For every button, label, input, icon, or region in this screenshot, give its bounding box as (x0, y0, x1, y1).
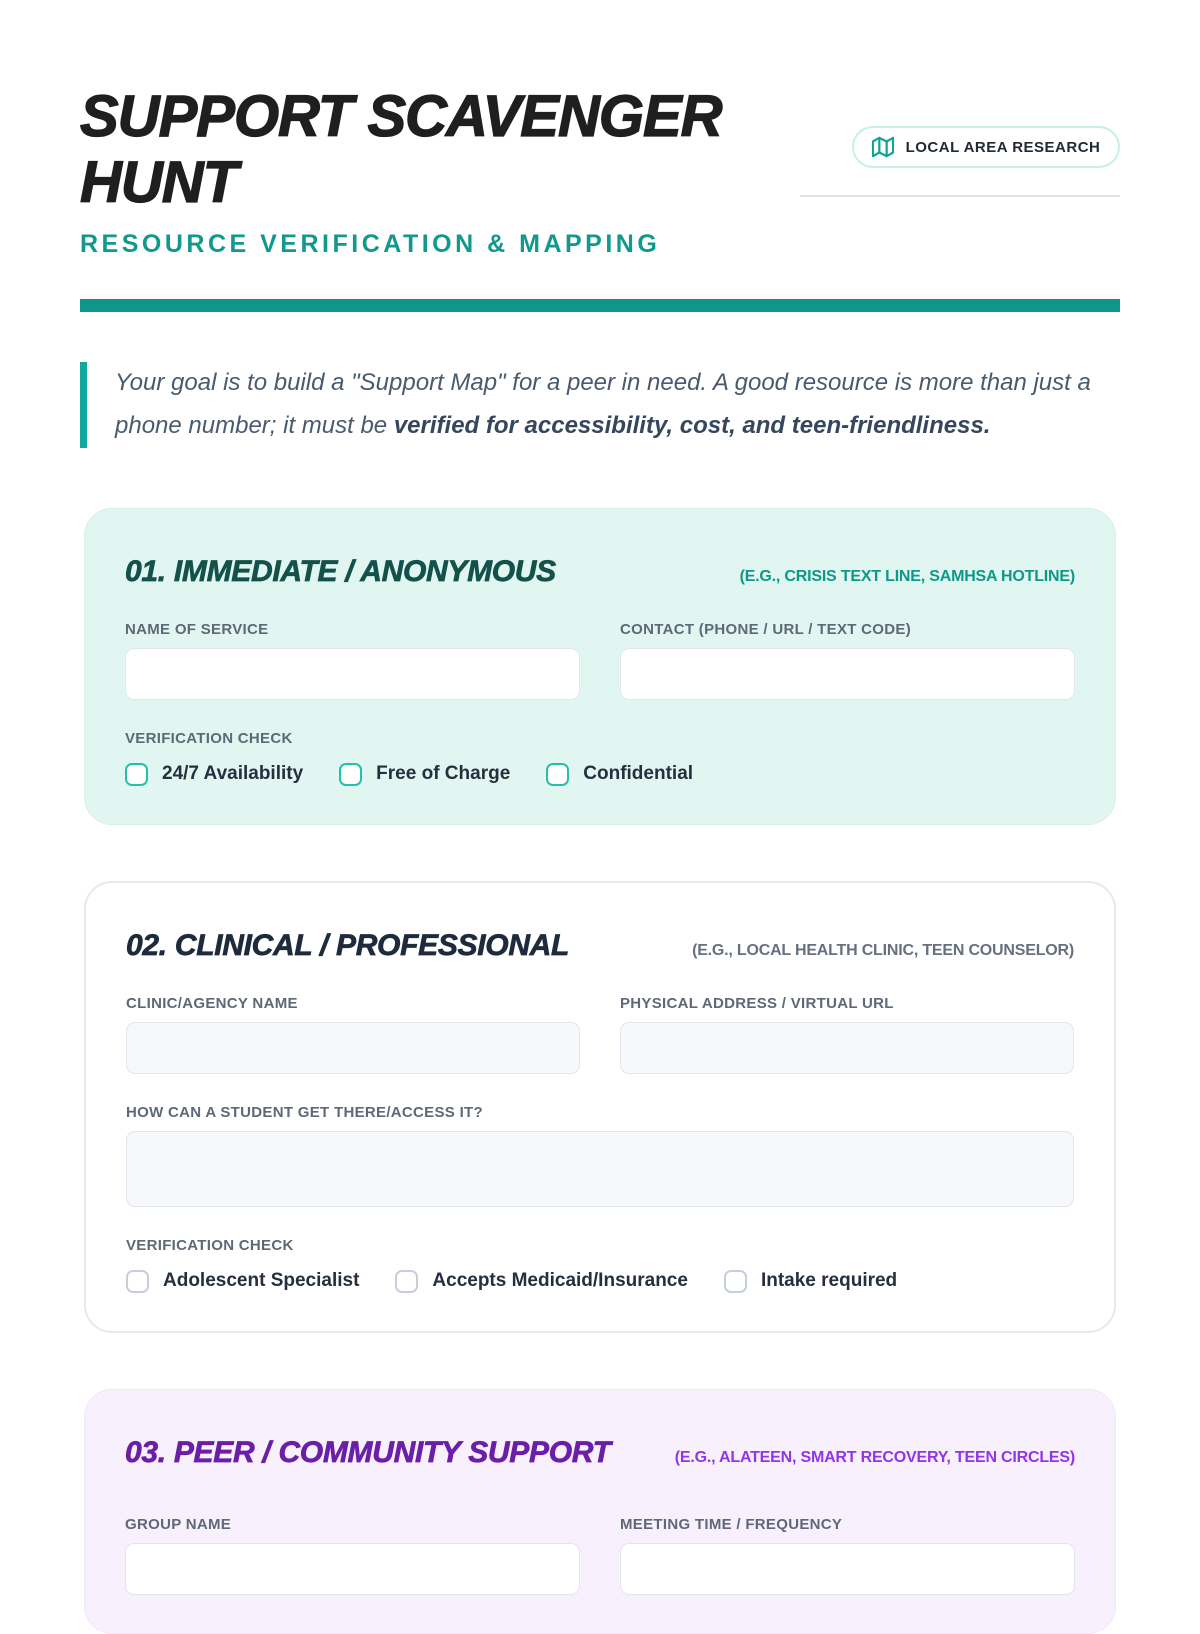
section-1-checkbox-row (125, 763, 1075, 786)
field-meeting-time (620, 1516, 1075, 1595)
checkbox-box[interactable] (395, 1270, 418, 1293)
section-2-header (126, 929, 1074, 963)
local-area-research-badge (852, 126, 1120, 168)
checkbox-label: 24/7 Availability (162, 763, 304, 785)
meeting-time-input[interactable] (620, 1543, 1075, 1595)
section-clinical-professional (84, 881, 1116, 1333)
section-1-title: 01. IMMEDIATE / ANONYMOUS (125, 554, 556, 588)
section-2-checkbox-row (126, 1270, 1074, 1293)
contact-input[interactable] (620, 648, 1075, 700)
access-question-label: HOW CAN A STUDENT GET THERE/ACCESS IT? (126, 1103, 483, 1121)
access-question-textarea[interactable] (126, 1131, 1074, 1207)
section-3-header (125, 1436, 1075, 1470)
field-contact (620, 621, 1075, 700)
field-clinic-agency-name (126, 995, 580, 1074)
field-group-name (125, 1516, 580, 1595)
section-3-fields (125, 1516, 1075, 1595)
checkbox-label: Free of Charge (376, 763, 511, 785)
clinic-agency-name-input[interactable] (126, 1022, 580, 1074)
checkbox-box[interactable] (724, 1270, 747, 1293)
header-divider-line (800, 195, 1120, 197)
section-2-verification-label: VERIFICATION CHECK (126, 1236, 294, 1254)
teal-divider-bar (80, 299, 1120, 312)
section-peer-community-support (84, 1389, 1116, 1634)
map-icon (872, 136, 894, 158)
physical-address-label: PHYSICAL ADDRESS / VIRTUAL URL (620, 994, 894, 1012)
physical-address-input[interactable] (620, 1022, 1074, 1074)
checkbox-label: Adolescent Specialist (163, 1270, 360, 1292)
clinic-agency-name-label: CLINIC/AGENCY NAME (126, 994, 298, 1012)
group-name-input[interactable] (125, 1543, 580, 1595)
checkbox-247-availability[interactable] (125, 763, 303, 786)
page-header (80, 84, 1120, 259)
intro-text: Your goal is to build a "Support Map" for a peer in need. A good resource is more than just a phone number; it must be (115, 369, 1091, 439)
section-2-hint: (E.G., LOCAL HEALTH CLINIC, TEEN COUNSELOR) (692, 941, 1074, 959)
checkbox-accepts-medicaid[interactable] (395, 1270, 688, 1293)
section-2-title: 02. CLINICAL / PROFESSIONAL (126, 928, 570, 962)
section-1-verification-label: VERIFICATION CHECK (125, 729, 293, 747)
checkbox-confidential[interactable] (546, 763, 693, 786)
checkbox-intake-required[interactable] (724, 1270, 897, 1293)
checkbox-box[interactable] (126, 1270, 149, 1293)
intro-text-bold: verified for accessibility, cost, and teen-friendliness. (393, 411, 991, 439)
page-title: SUPPORT SCAVENGER HUNT (80, 84, 722, 216)
checkbox-free-of-charge[interactable] (339, 763, 510, 786)
section-3-hint: (E.G., ALATEEN, SMART RECOVERY, TEEN CIRCLES) (674, 1448, 1075, 1466)
checkbox-label: Accepts Medicaid/Insurance (432, 1270, 688, 1292)
field-name-of-service (125, 621, 580, 700)
checkbox-label: Intake required (760, 1270, 898, 1292)
section-1-header (125, 555, 1075, 589)
meeting-time-label: MEETING TIME / FREQUENCY (620, 1515, 843, 1533)
section-1-hint: (E.G., CRISIS TEXT LINE, SAMHSA HOTLINE) (739, 567, 1075, 585)
page-subtitle: RESOURCE VERIFICATION & MAPPING (80, 230, 661, 259)
header-title-block (80, 84, 790, 259)
worksheet-page (80, 0, 1120, 1634)
checkbox-box[interactable] (546, 763, 569, 786)
intro-quote (80, 362, 1120, 447)
checkbox-adolescent-specialist[interactable] (126, 1270, 359, 1293)
section-2-fields (126, 995, 1074, 1074)
section-immediate-anonymous (84, 508, 1116, 825)
section-1-fields (125, 621, 1075, 700)
contact-label: CONTACT (PHONE / URL / TEXT CODE) (620, 620, 912, 638)
header-side-block (800, 84, 1120, 197)
checkbox-box[interactable] (339, 763, 362, 786)
checkbox-box[interactable] (125, 763, 148, 786)
badge-label: LOCAL AREA RESEARCH (905, 138, 1101, 156)
name-of-service-label: NAME OF SERVICE (125, 620, 269, 638)
name-of-service-input[interactable] (125, 648, 580, 700)
checkbox-label: Confidential (583, 763, 694, 785)
field-physical-address (620, 995, 1074, 1074)
group-name-label: GROUP NAME (125, 1515, 232, 1533)
section-3-title: 03. PEER / COMMUNITY SUPPORT (125, 1435, 611, 1469)
